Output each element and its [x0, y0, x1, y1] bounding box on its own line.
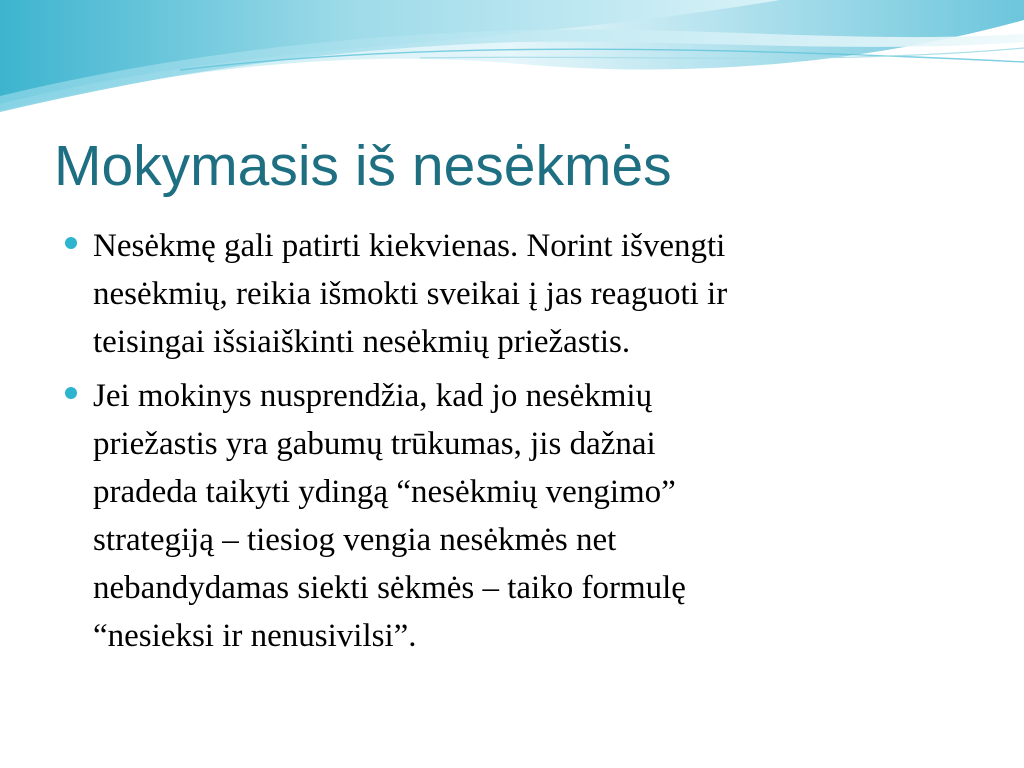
slide-title: Mokymasis iš nesėkmės: [54, 134, 672, 198]
circle-bullet-icon: [65, 387, 77, 399]
bullet-list: [62, 222, 962, 666]
bullet-text: Nesėkmę gali patirti kiekvienas. Norint išvengti nesėkmių, reikia išmokti sveikai į jas reaguoti ir teisingai išsiaiškinti nesėkmių priežastis.: [93, 228, 728, 360]
list-item: [62, 372, 962, 660]
bullet-text: Jei mokinys nusprendžia, kad jo nesėkmių priežastis yra gabumų trūkumas, jis dažnai pradeda taikyti ydingą “nesėkmių vengimo” strategiją – tiesiog vengia nesėkmės net nebandydamas siekti sėkmės – taiko formulę “nesieksi ir nenusivilsi”.: [93, 378, 686, 654]
circle-bullet-icon: [65, 237, 77, 249]
wave-decoration-icon: [0, 0, 1024, 130]
list-item: [62, 222, 962, 366]
